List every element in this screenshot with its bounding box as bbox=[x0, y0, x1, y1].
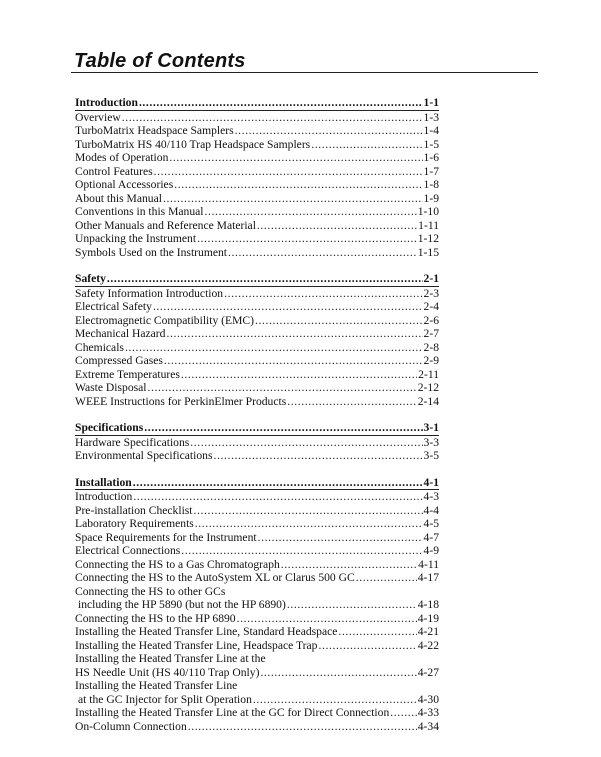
toc-page-number: 1-15 bbox=[417, 245, 439, 259]
toc-entry[interactable] bbox=[75, 625, 439, 639]
leader-dots bbox=[356, 571, 417, 585]
leader-dots bbox=[139, 96, 423, 110]
leader-dots bbox=[181, 544, 422, 558]
leader-dots bbox=[253, 693, 417, 707]
toc-section-heading[interactable] bbox=[75, 476, 439, 491]
toc-page-number: 1-7 bbox=[423, 164, 439, 178]
toc-entry[interactable] bbox=[75, 652, 439, 666]
toc-entry-label: Connecting the HS to a Gas Chromatograph bbox=[75, 557, 280, 571]
toc-entry[interactable] bbox=[75, 151, 439, 165]
toc-entry[interactable] bbox=[75, 232, 439, 246]
toc-entry[interactable] bbox=[75, 517, 439, 531]
toc-entry-label: Pre-installation Checklist bbox=[75, 503, 193, 517]
toc-page-number: 4-17 bbox=[417, 571, 439, 584]
toc-page-number: 2-1 bbox=[423, 272, 439, 285]
leader-dots bbox=[205, 205, 417, 219]
toc-entry[interactable] bbox=[75, 219, 439, 233]
toc-page-number: 4-7 bbox=[423, 530, 439, 544]
toc-entry[interactable] bbox=[75, 111, 439, 125]
toc-section-heading[interactable] bbox=[75, 421, 439, 436]
toc-page-number: 4-22 bbox=[417, 638, 439, 652]
toc-entry-label: Safety Information Introduction bbox=[75, 286, 224, 300]
toc-entry-label: Overview bbox=[75, 110, 121, 124]
toc-entry-label: Modes of Operation bbox=[75, 151, 169, 164]
toc-page-number: 4-34 bbox=[417, 719, 439, 733]
toc-entry-label: TurboMatrix Headspace Samplers bbox=[75, 124, 234, 137]
page-title: Table of Contents bbox=[74, 50, 246, 72]
toc-entry-label: Installation bbox=[75, 475, 132, 489]
toc-entry-label: Installing the Heated Transfer Line bbox=[75, 679, 238, 692]
toc-page-number: 4-5 bbox=[423, 517, 439, 530]
leader-dots bbox=[122, 111, 423, 125]
leader-dots bbox=[224, 287, 422, 301]
toc-entry[interactable] bbox=[75, 544, 439, 558]
toc-entry[interactable] bbox=[75, 436, 439, 450]
leader-dots bbox=[287, 598, 417, 612]
toc-page-number: 1-6 bbox=[423, 151, 439, 164]
toc-entry-label: Connecting the HS to other GCs bbox=[75, 584, 226, 598]
toc-entry-label: Other Manuals and Reference Material bbox=[75, 218, 256, 232]
toc-entry[interactable] bbox=[75, 178, 439, 192]
leader-dots bbox=[311, 138, 422, 152]
table-of-contents bbox=[75, 96, 439, 746]
toc-entry[interactable] bbox=[75, 246, 439, 260]
toc-section-heading[interactable] bbox=[75, 96, 439, 111]
leader-dots bbox=[125, 341, 423, 355]
toc-page-number: 2-3 bbox=[423, 286, 439, 300]
leader-dots bbox=[190, 436, 422, 450]
leader-dots bbox=[133, 476, 423, 490]
toc-entry-label: Control Features bbox=[75, 164, 153, 178]
leader-dots bbox=[255, 314, 423, 328]
toc-entry-label: Electromagnetic Compatibility (EMC) bbox=[75, 313, 255, 327]
toc-entry-label: Waste Disposal bbox=[75, 381, 147, 394]
toc-entry-label: Introduction bbox=[75, 96, 138, 109]
toc-page-number: 4-33 bbox=[417, 706, 439, 719]
toc-entry[interactable] bbox=[75, 706, 439, 720]
toc-entry[interactable] bbox=[75, 327, 439, 341]
toc-entry[interactable] bbox=[75, 531, 439, 545]
leader-dots bbox=[144, 421, 422, 435]
toc-entry-label: HS Needle Unit (HS 40/110 Trap Only) bbox=[75, 665, 260, 679]
toc-page-number: 4-9 bbox=[423, 544, 439, 557]
leader-dots bbox=[318, 639, 416, 653]
toc-entry-label: Connecting the HS to the HP 6890 bbox=[75, 611, 236, 625]
leader-dots bbox=[163, 192, 423, 206]
toc-page-number: 2-11 bbox=[418, 367, 439, 381]
toc-section bbox=[75, 96, 439, 259]
leader-dots bbox=[188, 720, 417, 734]
toc-entry[interactable] bbox=[75, 585, 439, 599]
leader-dots bbox=[153, 300, 423, 314]
toc-entry-label: Connecting the HS to the AutoSystem XL or Clarus 500 GC bbox=[75, 571, 355, 584]
leader-dots bbox=[257, 219, 417, 233]
toc-page-number: 4-18 bbox=[417, 598, 439, 611]
toc-section-heading[interactable] bbox=[75, 272, 439, 287]
toc-entry[interactable] bbox=[75, 354, 439, 368]
toc-entry[interactable] bbox=[75, 598, 439, 612]
leader-dots bbox=[213, 449, 422, 463]
toc-entry[interactable] bbox=[75, 368, 439, 382]
toc-page-number: 2-14 bbox=[417, 394, 439, 408]
leader-dots bbox=[258, 531, 423, 545]
leader-dots bbox=[338, 625, 416, 639]
toc-entry[interactable] bbox=[75, 381, 439, 395]
toc-entry[interactable] bbox=[75, 666, 439, 680]
toc-page-number: 4-4 bbox=[423, 503, 439, 517]
toc-entry-label: Electrical Connections bbox=[75, 544, 181, 557]
leader-dots bbox=[181, 368, 417, 382]
toc-entry-label: Conventions in this Manual bbox=[75, 205, 204, 218]
toc-page-number: 2-12 bbox=[417, 381, 439, 394]
toc-entry-label: at the GC Injector for Split Operation bbox=[78, 692, 252, 706]
leader-dots bbox=[194, 504, 423, 518]
toc-entry[interactable] bbox=[75, 165, 439, 179]
toc-entry[interactable] bbox=[75, 138, 439, 152]
toc-page-number: 4-27 bbox=[417, 665, 439, 679]
toc-entry-label: WEEE Instructions for PerkinElmer Products bbox=[75, 394, 287, 408]
toc-page-number: 4-21 bbox=[417, 625, 439, 638]
toc-page-number: 3-5 bbox=[423, 449, 439, 462]
toc-page-number: 2-4 bbox=[423, 300, 439, 313]
toc-entry-label: including the HP 5890 (but not the HP 6890) bbox=[78, 598, 286, 611]
toc-entry[interactable] bbox=[75, 612, 439, 626]
toc-page-number: 4-3 bbox=[423, 490, 439, 503]
toc-entry[interactable] bbox=[75, 490, 439, 504]
toc-entry[interactable] bbox=[75, 720, 439, 734]
toc-page-number: 3-3 bbox=[423, 435, 439, 449]
toc-entry-label: TurboMatrix HS 40/110 Trap Headspace Samplers bbox=[75, 137, 311, 151]
toc-entry-label: Specifications bbox=[75, 421, 144, 434]
toc-page-number: 2-8 bbox=[423, 340, 439, 354]
toc-page-number: 1-10 bbox=[417, 205, 439, 218]
toc-page-number: 4-30 bbox=[417, 692, 439, 706]
toc-entry-label: Electrical Safety bbox=[75, 300, 152, 313]
toc-entry-label: Optional Accessories bbox=[75, 178, 174, 191]
leader-dots bbox=[195, 517, 423, 531]
toc-entry-label: Mechanical Hazard bbox=[75, 327, 166, 340]
toc-page-number: 2-9 bbox=[423, 354, 439, 367]
leader-dots bbox=[281, 558, 417, 572]
toc-entry[interactable] bbox=[75, 300, 439, 314]
toc-entry-label: Laboratory Requirements bbox=[75, 517, 194, 530]
leader-dots bbox=[235, 124, 423, 138]
toc-page-number: 1-11 bbox=[418, 218, 439, 232]
toc-entry-label: Introduction bbox=[75, 490, 133, 503]
toc-page-number: 4-1 bbox=[423, 475, 439, 489]
leader-dots bbox=[174, 178, 422, 192]
toc-entry[interactable] bbox=[75, 679, 439, 693]
leader-dots bbox=[148, 381, 417, 395]
toc-page-number: 2-7 bbox=[423, 327, 439, 340]
leader-dots bbox=[133, 490, 422, 504]
toc-entry-label: Installing the Heated Transfer Line at the bbox=[75, 652, 266, 665]
leader-dots bbox=[228, 246, 417, 260]
toc-section bbox=[75, 476, 439, 734]
toc-entry[interactable] bbox=[75, 504, 439, 518]
toc-entry-label: Installing the Heated Transfer Line, Headspace Trap bbox=[75, 638, 318, 652]
toc-entry-label: Installing the Heated Transfer Line at the GC for Direct Connection bbox=[75, 706, 390, 719]
toc-page-number: 1-8 bbox=[423, 178, 439, 191]
toc-page-number: 1-9 bbox=[423, 191, 439, 205]
leader-dots bbox=[164, 354, 423, 368]
toc-page-number: 1-1 bbox=[423, 96, 439, 109]
toc-page-number: 3-1 bbox=[423, 421, 439, 434]
toc-page-number: 1-12 bbox=[417, 232, 439, 245]
toc-page-number: 4-11 bbox=[418, 557, 439, 571]
toc-page-number: 1-3 bbox=[423, 110, 439, 124]
toc-entry[interactable] bbox=[75, 395, 439, 409]
toc-entry-label: Safety bbox=[75, 272, 106, 285]
toc-entry-label: Unpacking the Instrument bbox=[75, 232, 197, 245]
toc-entry-label: Symbols Used on the Instrument bbox=[75, 245, 227, 259]
leader-dots bbox=[287, 395, 417, 409]
toc-entry-label: Compressed Gases bbox=[75, 354, 163, 367]
leader-dots bbox=[154, 165, 423, 179]
toc-entry[interactable] bbox=[75, 192, 439, 206]
toc-entry-label: Environmental Specifications bbox=[75, 449, 213, 462]
leader-dots bbox=[169, 151, 422, 165]
leader-dots bbox=[260, 666, 416, 680]
leader-dots bbox=[166, 327, 422, 341]
toc-page-number: 1-4 bbox=[423, 124, 439, 137]
leader-dots bbox=[197, 232, 417, 246]
toc-entry[interactable] bbox=[75, 449, 439, 463]
toc-page-number: 2-6 bbox=[423, 313, 439, 327]
toc-entry-label: On-Column Connection bbox=[75, 719, 187, 733]
toc-entry[interactable] bbox=[75, 693, 439, 707]
toc-entry[interactable] bbox=[75, 341, 439, 355]
toc-section bbox=[75, 272, 439, 408]
toc-entry[interactable] bbox=[75, 314, 439, 328]
leader-dots bbox=[107, 272, 423, 286]
toc-entry-label: Chemicals bbox=[75, 340, 124, 354]
toc-entry-label: Installing the Heated Transfer Line, Standard Headspace bbox=[75, 625, 338, 638]
toc-entry-label: About this Manual bbox=[75, 191, 162, 205]
toc-entry[interactable] bbox=[75, 287, 439, 301]
toc-entry-label: Extreme Temperatures bbox=[75, 367, 180, 381]
toc-entry[interactable] bbox=[75, 639, 439, 653]
leader-dots bbox=[237, 612, 417, 626]
title-rule bbox=[71, 72, 538, 73]
toc-section bbox=[75, 421, 439, 463]
toc-page-number: 1-5 bbox=[423, 137, 439, 151]
toc-entry[interactable] bbox=[75, 558, 439, 572]
toc-entry[interactable] bbox=[75, 124, 439, 138]
toc-entry-label: Space Requirements for the Instrument bbox=[75, 530, 257, 544]
toc-entry[interactable] bbox=[75, 571, 439, 585]
leader-dots bbox=[390, 706, 416, 720]
toc-page-number: 4-19 bbox=[417, 611, 439, 625]
toc-entry[interactable] bbox=[75, 205, 439, 219]
toc-entry-label: Hardware Specifications bbox=[75, 435, 190, 449]
